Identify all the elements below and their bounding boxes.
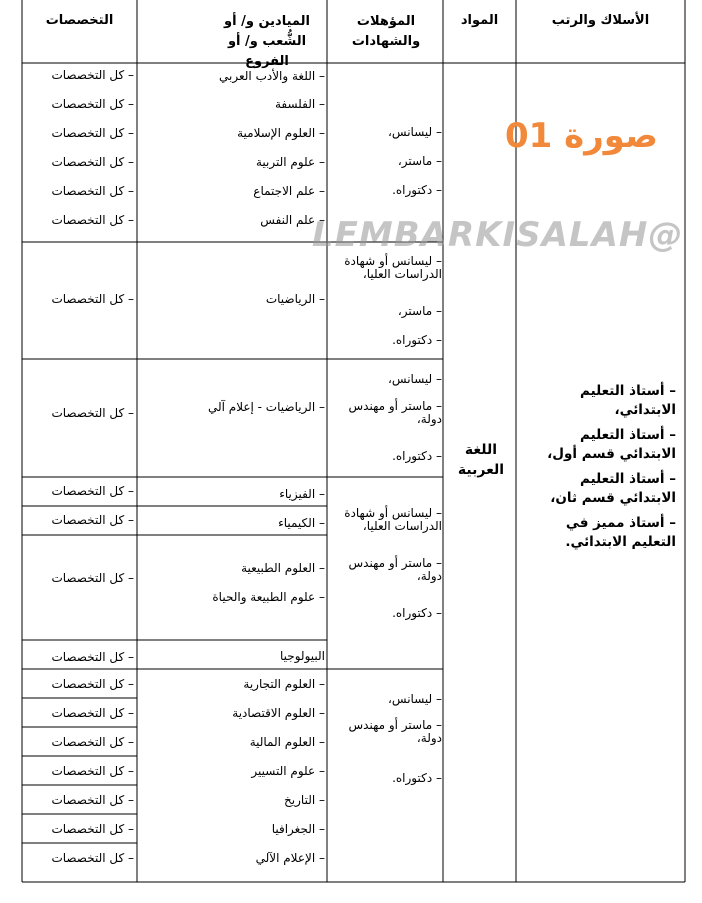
specialty-cell: – كل التخصصات [51, 184, 134, 198]
field-cell: – الفيزياء [279, 487, 325, 501]
field-cell: – التاريخ [284, 793, 325, 807]
field-cell: – العلوم المالية [249, 735, 325, 749]
header-qualifications: المؤهلات والشهادات [351, 14, 421, 49]
field-cell: – علوم التربية [255, 155, 325, 169]
qualification-item: – ماستر، [397, 304, 442, 318]
rank-item: – أستاذ التعليم الابتدائي قسم ثان، [550, 471, 676, 506]
field-cell: – العلوم الاقتصادية [232, 706, 325, 720]
qualification-item: – ليسانس أو شهادة الدراسات العليا، [344, 506, 442, 533]
qualification-item: – ليسانس، [388, 692, 442, 706]
header-subjects: المواد [460, 13, 499, 28]
field-cell: – الكيمياء [278, 516, 325, 530]
field-cell: – العلوم الإسلامية [237, 126, 325, 140]
specialty-cell: – كل التخصصات [51, 650, 134, 664]
specialty-cell: – كل التخصصات [51, 735, 134, 749]
qualification-item: – ماستر، [397, 154, 442, 168]
qualification-item: – ماستر أو مهندس دولة، [348, 718, 442, 745]
field-cell: – الرياضيات [265, 292, 325, 306]
rank-item: – أستاذ مميز في التعليم الابتدائي. [565, 515, 676, 550]
specialty-cell: – كل التخصصات [51, 292, 134, 306]
specialty-cell: – كل التخصصات [51, 513, 134, 527]
field-cell: – العلوم التجارية [243, 677, 325, 691]
photo-label: صورة 01 [505, 116, 658, 156]
field-cell: – الرياضيات - إعلام آلي [207, 400, 325, 414]
specialty-cell: – كل التخصصات [51, 406, 134, 420]
watermark: LEMBARKISALAH@ [312, 215, 684, 255]
header-fields: الميادين و/ أو الشُّعب و/ أو الفروع [224, 14, 310, 69]
rank-item: – أستاذ التعليم الابتدائي، [580, 383, 676, 418]
specialty-cell: – كل التخصصات [51, 706, 134, 720]
specialty-cell: – كل التخصصات [51, 571, 134, 585]
qualification-item: – دكتوراه. [392, 606, 442, 620]
field-cell: – العلوم الطبيعية [241, 561, 325, 575]
field-cell: – علوم التسيير [251, 764, 325, 778]
qualification-item: – ليسانس، [388, 372, 442, 386]
rank-item: – أستاذ التعليم الابتدائي قسم أول، [547, 427, 676, 462]
specialty-cell: – كل التخصصات [51, 677, 134, 691]
subject-cell: اللغة العربية [457, 442, 505, 478]
qualification-item: – دكتوراه. [392, 183, 442, 197]
field-cell: – الجغرافيا [271, 822, 325, 836]
specialty-cell: – كل التخصصات [51, 68, 134, 82]
specialty-cell: – كل التخصصات [51, 484, 134, 498]
header-specialties: التخصصات [45, 13, 114, 28]
specialty-cell: – كل التخصصات [51, 793, 134, 807]
field-cell: – علم النفس [260, 213, 325, 227]
specialty-cell: – كل التخصصات [51, 97, 134, 111]
specialty-cell: – كل التخصصات [51, 851, 134, 865]
field-cell: – علوم الطبيعة والحياة [212, 590, 325, 604]
qualification-item: – ماستر أو مهندس دولة، [348, 399, 442, 426]
field-cell: – الفلسفة [274, 97, 325, 111]
specialty-cell: – كل التخصصات [51, 126, 134, 140]
field-cell: – الإعلام الآلي [255, 851, 325, 865]
qualification-item: – ماستر أو مهندس دولة، [348, 556, 442, 583]
specialty-cell: – كل التخصصات [51, 155, 134, 169]
qualification-item: – دكتوراه. [392, 333, 442, 347]
field-cell: – اللغة والأدب العربي [219, 69, 325, 83]
specialty-cell: – كل التخصصات [51, 213, 134, 227]
qualification-item: – دكتوراه. [392, 771, 442, 785]
header-ranks: الأسلاك والرتب [551, 13, 650, 28]
qualification-item: – ليسانس، [388, 125, 442, 139]
qualification-item: – ليسانس أو شهادة الدراسات العليا، [344, 254, 442, 281]
specialty-cell: – كل التخصصات [51, 822, 134, 836]
field-cell: البيولوجيا [280, 649, 325, 663]
field-cell: – علم الاجتماع [253, 184, 325, 198]
qualification-item: – دكتوراه. [392, 449, 442, 463]
specialty-cell: – كل التخصصات [51, 764, 134, 778]
ranks-cell [520, 382, 676, 558]
